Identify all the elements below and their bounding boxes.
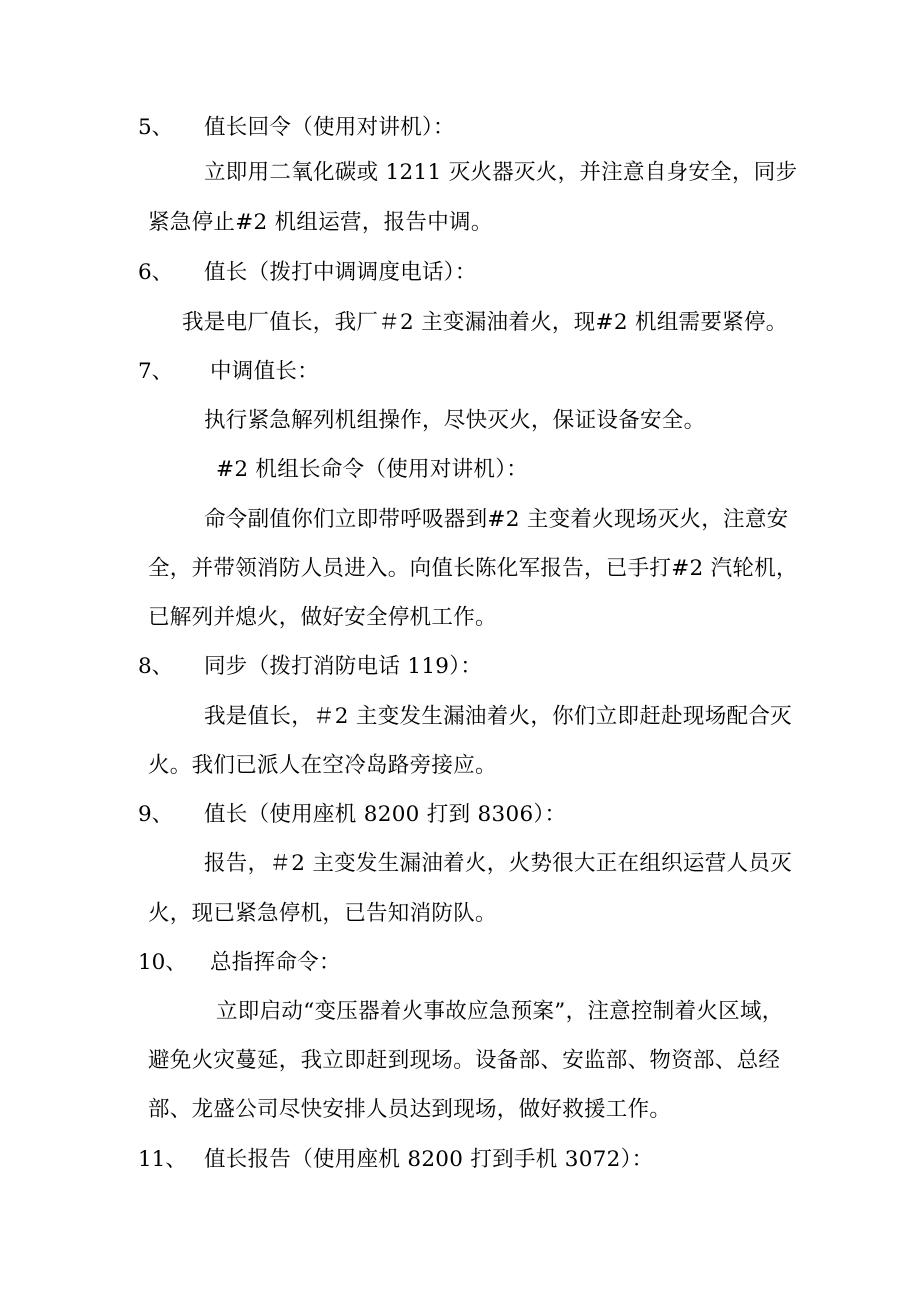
item-number: 6、 (138, 260, 174, 285)
body-line: 我是值长，＃2 主变发生漏油着火，你们立即赶赴现场配合灭 (204, 704, 792, 729)
body-line: 全，并带领消防人员进入。向值长陈化军报告，已手打#2 汽轮机， (148, 556, 798, 581)
body-line: 命令副值你们立即带呼吸器到#2 主变着火现场灭火，注意安 (204, 507, 789, 532)
item-heading: 值长回令（使用对讲机）： (204, 115, 455, 140)
body-line: 火，现已紧急停机，已告知消防队。 (148, 901, 497, 926)
item-heading: 值长（使用座机 8200 打到 8306）： (204, 802, 567, 827)
item-number: 10、 (138, 950, 187, 975)
body-line: #2 机组长命令（使用对讲机）： (216, 457, 529, 482)
body-line: 部、龙盛公司尽快安排人员达到现场，做好救援工作。 (148, 1097, 672, 1122)
item-heading: 值长报告（使用座机 8200 打到手机 3072）： (204, 1147, 654, 1172)
item-heading: 总指挥命令： (210, 950, 341, 975)
body-line: 我是电厂值长，我厂＃2 主变漏油着火，现#2 机组需要紧停。 (182, 310, 788, 335)
body-line: 火。我们已派人在空冷岛路旁接应。 (148, 753, 497, 778)
item-number: 7、 (138, 359, 174, 384)
item-heading: 同步（拨打消防电话 119）： (204, 654, 483, 679)
body-line: 执行紧急解列机组操作，尽快灭火，保证设备安全。 (204, 408, 706, 433)
body-line: 报告，＃2 主变发生漏油着火，火势很大正在组织运营人员灭 (204, 851, 792, 876)
body-line: 避免火灾蔓延，我立即赶到现场。设备部、安监部、物资部、总经 (148, 1048, 781, 1073)
item-number: 5、 (138, 115, 174, 140)
item-number: 9、 (138, 802, 174, 827)
body-line: 已解列并熄火，做好安全停机工作。 (148, 605, 497, 630)
item-number: 8、 (138, 654, 174, 679)
item-number: 11、 (138, 1147, 187, 1172)
body-line: 紧急停止#2 机组运营，报告中调。 (148, 210, 493, 235)
body-line: 立即启动“变压器着火事故应急预案”，注意控制着火区域， (216, 999, 784, 1024)
item-heading: 中调值长： (210, 359, 320, 384)
body-line: 立即用二氧化碳或 1211 灭火器灭火，并注意自身安全，同步 (204, 160, 798, 185)
item-heading: 值长（拨打中调调度电话）： (204, 260, 477, 285)
